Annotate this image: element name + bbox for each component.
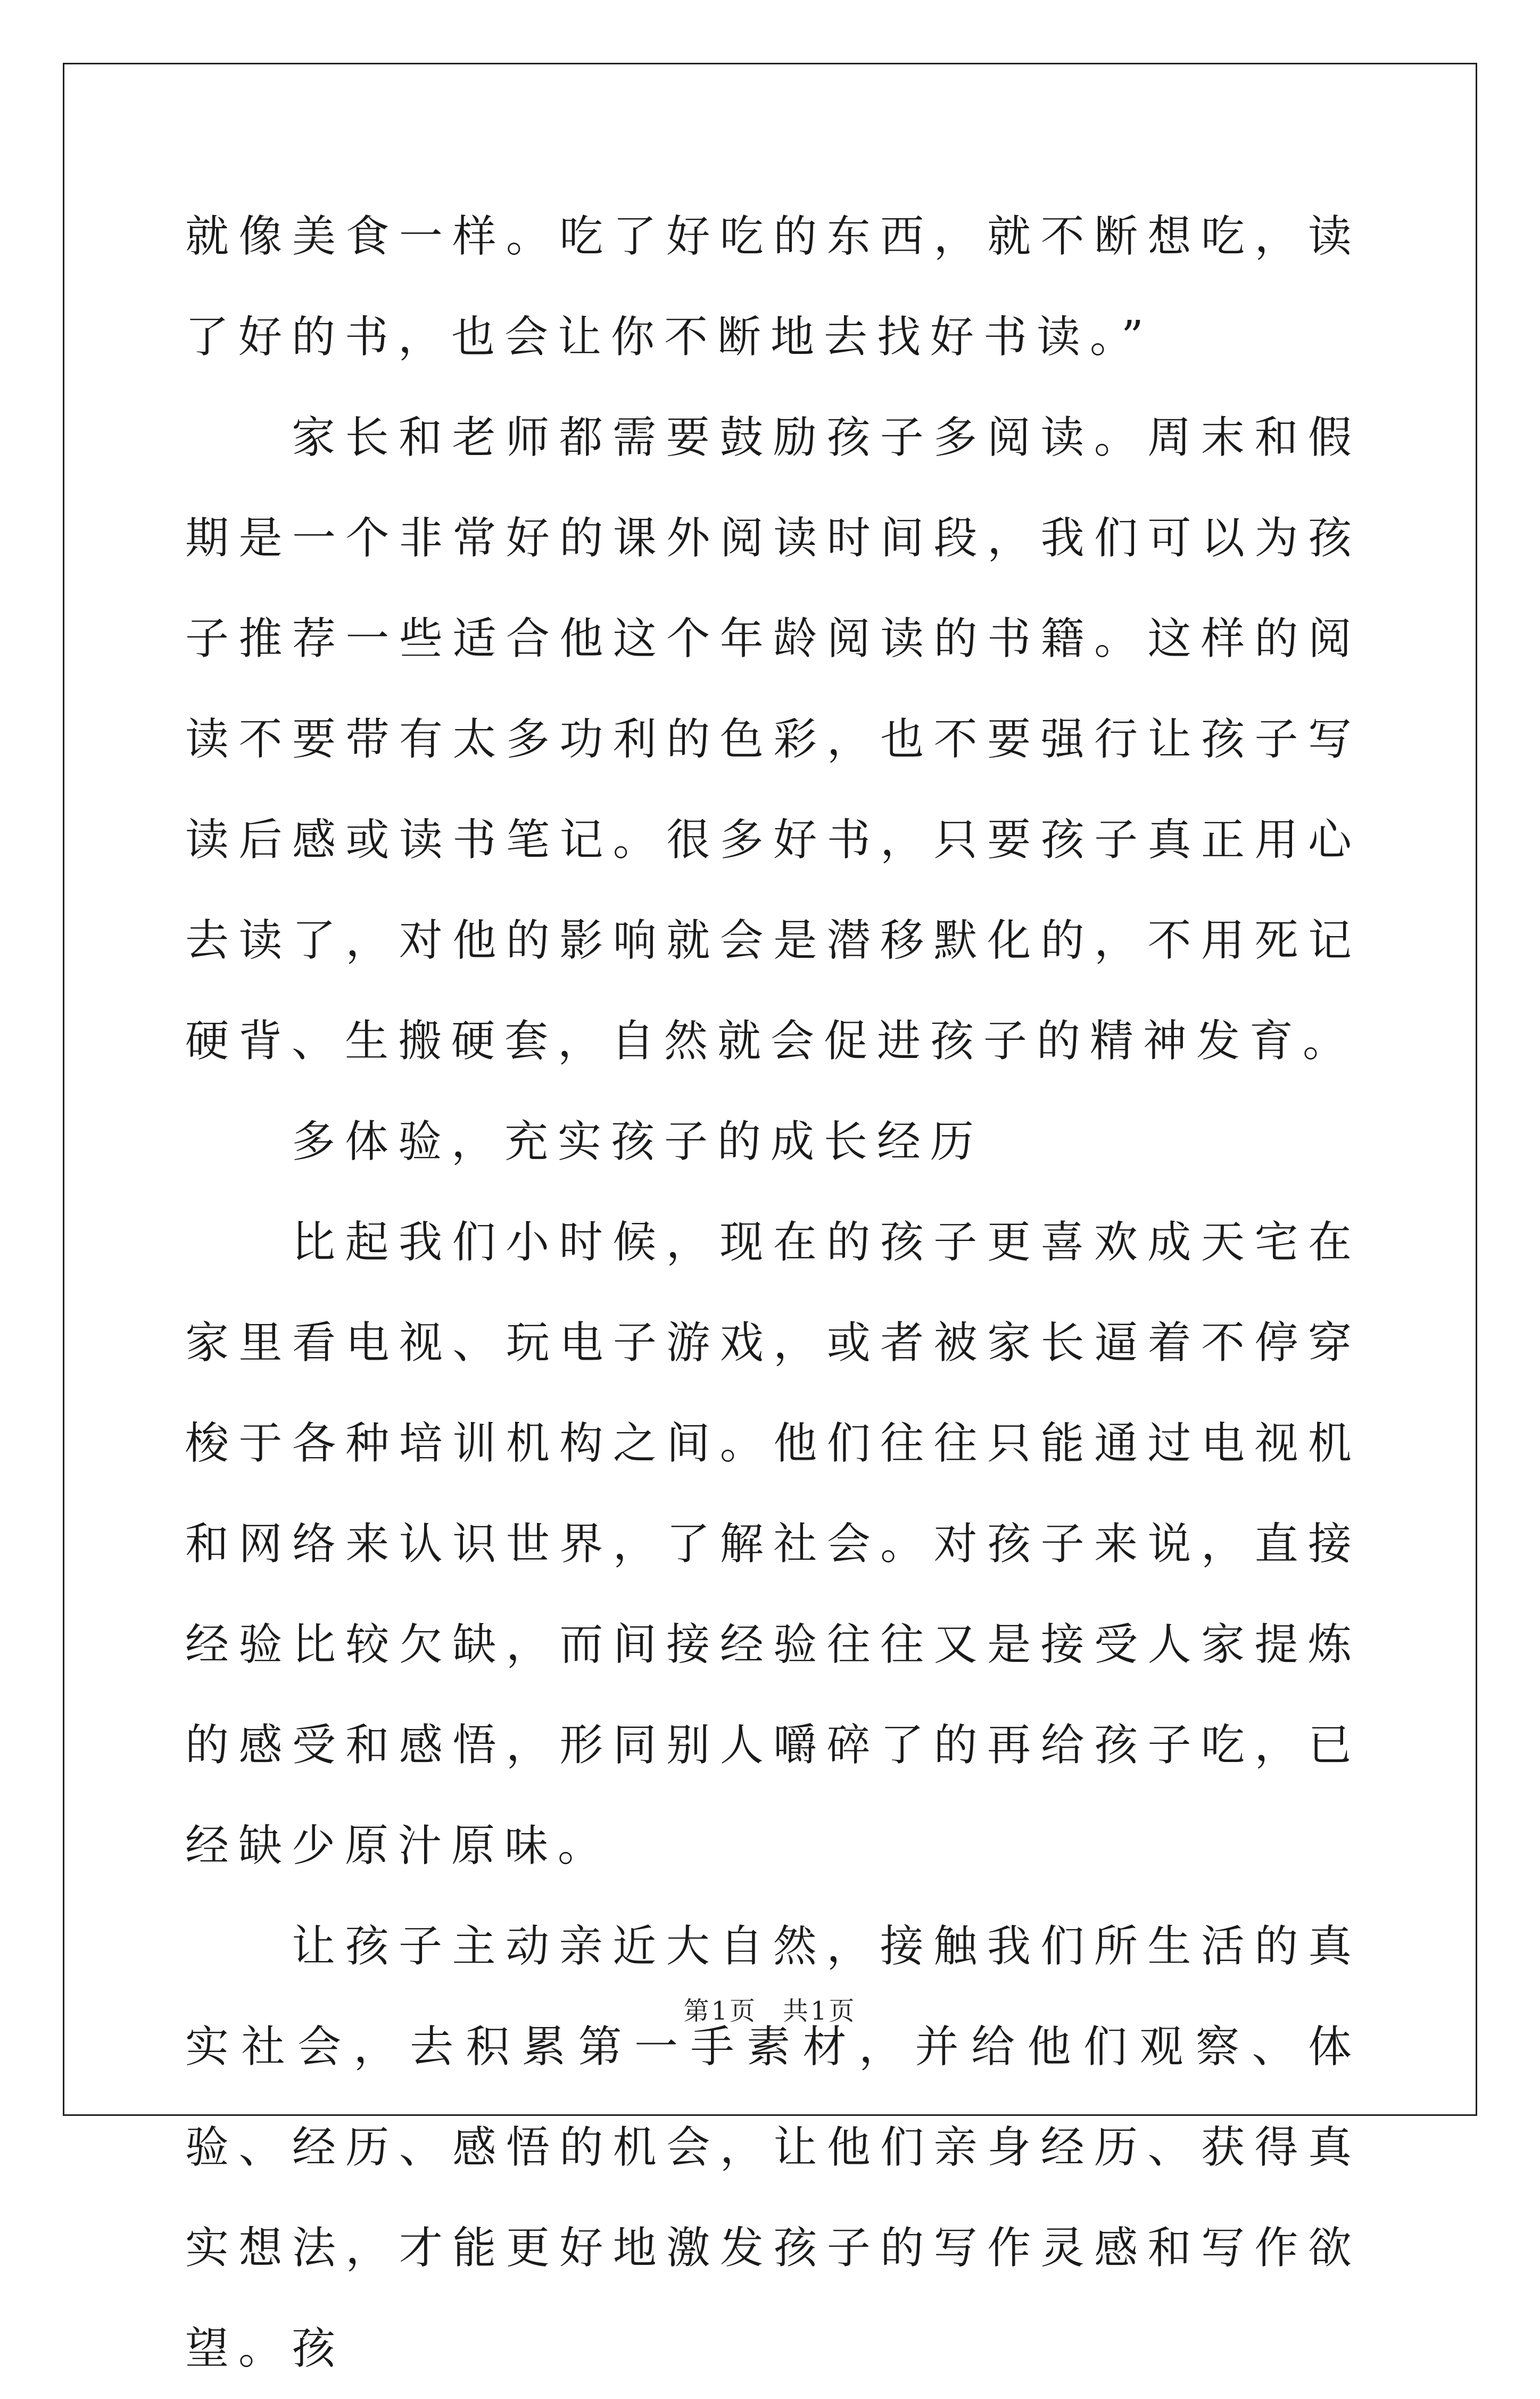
paragraph: 家长和老师都需要鼓励孩子多阅读。周末和假期是一个非常好的课外阅读时间段，我们可以为孩子推荐一些适合他这个年龄阅读的书籍。这样的阅读不要带有太多功利的色彩，也不要强行让孩子写读后感或读书笔记。很多好书，只要孩子真正用心去读了，对他的影响就会是潜移默化的，不用死记硬背、生搬硬套，自然就会促进孩子的精神发育。 [185,412,1361,1066]
page-footer [0,1990,1540,2027]
page-total: 共1页 [783,1996,857,2026]
section-heading: 多体验，充实孩子的成长经历 [292,1116,984,1167]
paragraph: 让孩子主动亲近大自然，接触我们所生活的真实社会，去积累第一手素材，并给他们观察、体验、经历、感悟的机会，让他们亲身经历、获得真实想法，才能更好地激发孩子的写作灵感和写作欲望。孩 [185,1921,1361,2374]
document-body [185,186,1361,2399]
paragraph: 就像美食一样。吃了好吃的东西，就不断想吃，读了好的书，也会让你不断地去找好书读。” [185,211,1361,362]
page-number: 第1页 [683,1996,757,2026]
paragraph: 比起我们小时候，现在的孩子更喜欢成天宅在家里看电视、玩电子游戏，或者被家长逼着不停穿梭于各种培训机构之间。他们往往只能通过电视机和网络来认识世界，了解社会。对孩子来说，直接经验比较欠缺，而间接经验往往又是接受人家提炼的感受和感悟，形同别人嚼碎了的再给孩子吃，已经缺少原汁原味。 [185,1217,1361,1871]
